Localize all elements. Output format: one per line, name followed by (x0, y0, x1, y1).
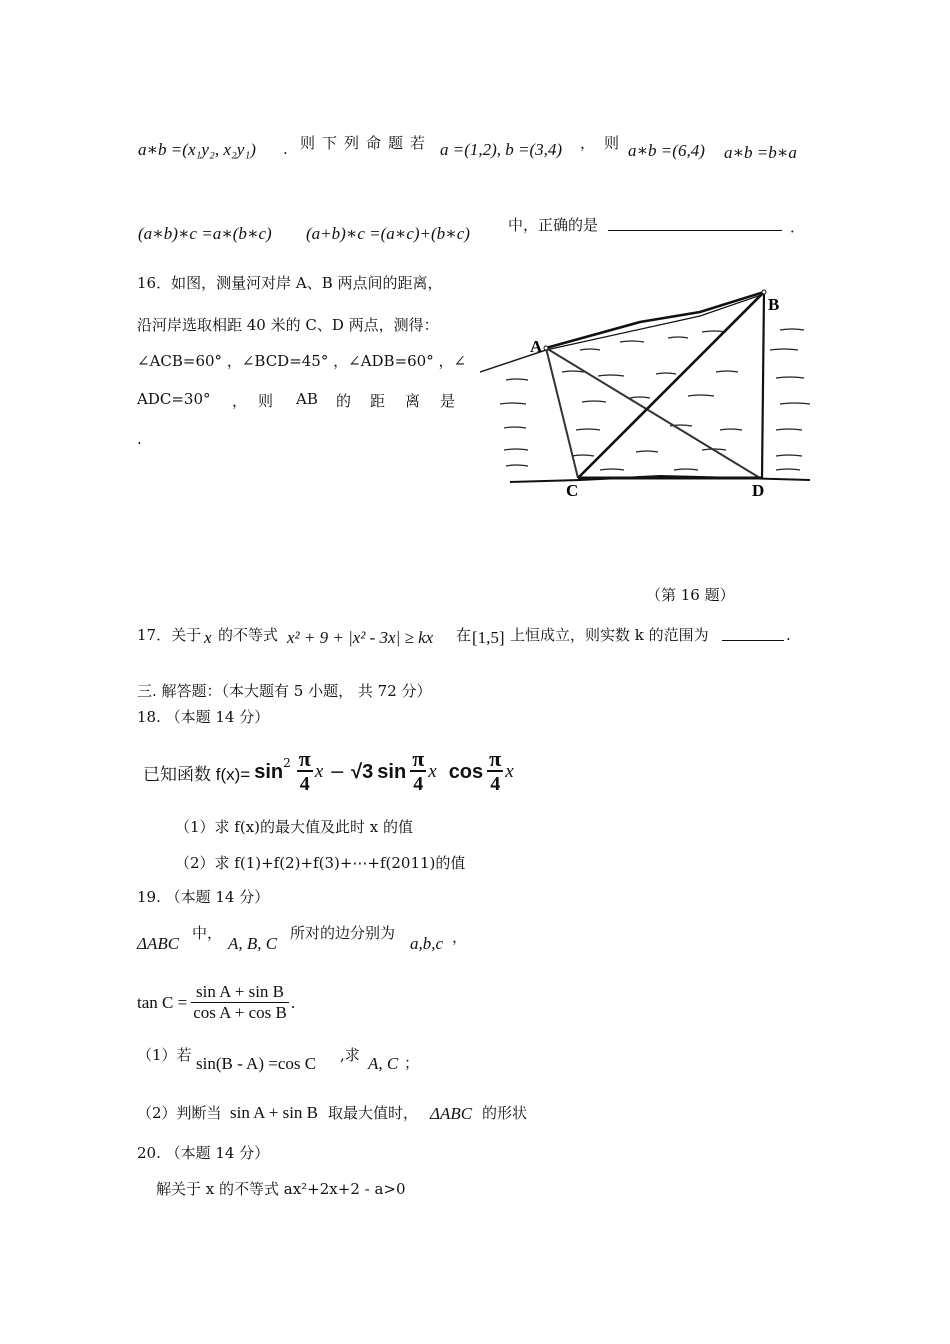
q15-def-dot: . (283, 140, 288, 158)
q18-heading: 18. （本题 14 分） (137, 708, 270, 726)
q19-p2-expr: sin A + sin B (230, 1103, 319, 1122)
q20-body: 解关于 x 的不等式 ax²+2x+2 - a>0 (156, 1180, 406, 1198)
q18-x-1: x (314, 761, 324, 782)
q19-angles: A, B, C (228, 934, 278, 953)
q17-inequality: x² + 9 + |x² - 3x| ≥ kx (287, 628, 434, 647)
q17-var: x (204, 628, 212, 647)
label-a: A (530, 337, 543, 356)
q16-line-4a: ADC=30° (137, 390, 211, 408)
q18-frac-2 (410, 748, 426, 796)
q16-line-2: 沿河岸选取相距 40 米的 C、D 两点，测得： (137, 316, 439, 334)
q19-zhong: 中， (192, 924, 223, 942)
q15-end: ． (790, 218, 806, 236)
q16-line-3: ∠ACB=60° ，∠BCD=45° ，∠ADB=60° ，∠ (137, 352, 467, 370)
segment-ad (546, 348, 760, 478)
denominator: 4 (413, 773, 424, 795)
label-c: C (566, 481, 579, 500)
segment-ac (546, 348, 578, 478)
q19-p2-prefix: （2）判断当 (137, 1104, 222, 1122)
denominator: 4 (490, 773, 501, 795)
q19-tan-lhs: tan C = (137, 992, 188, 1012)
q16-line-4h: 是 (440, 392, 456, 410)
section-3-heading: 三. 解答题：（本大题有 5 小题， 共 72 分） (137, 682, 432, 700)
q18-cos: cos (448, 760, 484, 783)
label-b: B (768, 295, 780, 314)
q17-end: . (786, 626, 791, 644)
q15-answer-blank (608, 216, 782, 231)
q19-comma: ， (452, 928, 468, 946)
denominator: 4 (299, 773, 310, 795)
q19-p1-expr: sin(B - A) =cos C (196, 1054, 317, 1073)
q19-opposite: 所对的边分别为 (290, 924, 396, 942)
q19-denominator: cos A + cos B (193, 1003, 287, 1022)
q16-line-4g: 离 (405, 392, 421, 410)
segment-bd (762, 292, 764, 478)
q19-tan-formula (137, 982, 295, 1023)
q18-x-3: x (505, 761, 514, 782)
q16-line-4e: 的 (336, 392, 352, 410)
q19-sides: a,b,c (410, 934, 444, 953)
q18-part-2: （2）求 f(1)+f(2)+f(3)+⋯+f(2011)的值 (175, 854, 466, 872)
river-figure (480, 280, 830, 510)
q18-x-2: x (428, 761, 437, 782)
q18-minus: − (329, 761, 346, 783)
q15-prop-3: (a∗b)∗c =a∗(b∗c) (138, 224, 272, 243)
q15-prop-2: a∗b =b∗a (724, 143, 797, 162)
q19-p1-end: ； (404, 1054, 420, 1072)
q18-sin-squared: sin (254, 760, 284, 783)
q19-dot: . (290, 992, 296, 1012)
q19-fraction (191, 982, 289, 1023)
pi-symbol: π (298, 746, 311, 771)
q17-prefix: 17．关于 (137, 626, 202, 644)
q18-exponent: 2 (283, 756, 291, 770)
q16-line-4b: ， (232, 392, 248, 410)
q18-frac-1 (297, 748, 313, 796)
q15-comma: ， (580, 134, 596, 152)
q16-line-5: . (137, 430, 142, 448)
q18-func-prefix: 已知函数 f(x)= (143, 764, 251, 784)
q15-tail: 中，正确的是 (508, 216, 599, 234)
q19-p1-mid: ,求 (340, 1046, 360, 1064)
q15-given: a =(1,2), b =(3,4) (440, 140, 563, 159)
q18-part-1: （1）求 f(x)的最大值及此时 x 的值 (175, 818, 414, 836)
q16-line-4c: 则 (258, 392, 274, 410)
q20-heading: 20. （本题 14 分） (137, 1144, 270, 1162)
segment-ab (546, 292, 764, 348)
q15-then: 则 (604, 134, 620, 152)
q17-text-1: 的不等式 (218, 626, 279, 644)
pi-symbol: π (412, 746, 425, 771)
q19-triangle: ΔABC (137, 934, 180, 953)
q19-p1-prefix: （1）若 (137, 1046, 192, 1064)
q16-line-4f: 距 (370, 392, 386, 410)
label-d: D (752, 481, 765, 500)
point-a-marker (544, 346, 548, 350)
q17-answer-blank (722, 626, 784, 641)
q19-p2-mid: 取最大值时， (328, 1104, 419, 1122)
pi-symbol: π (489, 746, 502, 771)
q18-sqrt3: √3 (351, 760, 374, 783)
q15-prop-4: (a+b)∗c =(a∗c)+(b∗c) (306, 224, 470, 243)
q19-p1-answer: A, C (368, 1054, 399, 1073)
point-b-marker (762, 290, 766, 294)
q15-definition: a∗b =(x₁y₂, x₂y₁) (138, 140, 256, 159)
q16-caption: （第 16 题） (646, 586, 735, 604)
q18-function (143, 744, 514, 800)
q16-line-4d: AB (296, 390, 318, 408)
q16-line-1: 16．如图，测量河对岸 A、B 两点间的距离， (137, 274, 443, 292)
q15-prop-1: a∗b =(6,4) (628, 141, 705, 160)
q19-heading: 19. （本题 14 分） (137, 888, 270, 906)
q19-p2-triangle: ΔABC (430, 1104, 473, 1123)
q17-text-2: 在 (456, 626, 472, 644)
q17-interval: [1,5] (472, 628, 505, 647)
q18-frac-3 (487, 748, 503, 796)
q18-sin: sin (377, 760, 407, 783)
q19-numerator: sin A + sin B (191, 982, 289, 1003)
q15-text: 则下列命题若 (300, 134, 433, 152)
q17-text-3: 上恒成立，则实数 k 的范围为 (510, 626, 709, 644)
q19-p2-end: 的形状 (482, 1104, 528, 1122)
